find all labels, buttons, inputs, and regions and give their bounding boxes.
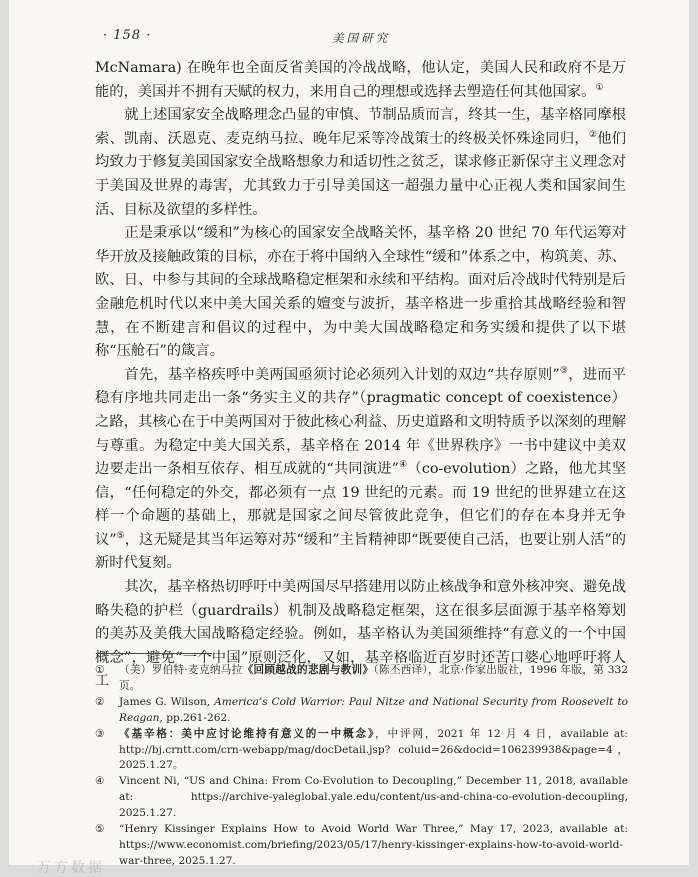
text-run: James G. Wilson, [119,695,215,708]
paragraph [95,57,626,104]
footnote-marker: ③ [95,727,105,740]
text-run: “Henry Kissinger Explains How to Avoid World War Three,” May 17, 2023, available at: https://www.economist.com/briefing/2023/05/17/henry-kissinger-explains-how-to-avoid-world-war-three, 2025.1.27. [119,823,628,867]
text-run: 正是秉承以“缓和”为核心的国家安全战略关怀，基辛格 20 世纪 70 年代运筹对华开放及接触政策的目标，亦在于将中国纳入全球性“缓和”体系之中，构筑美、苏、欧、日、中参与其间的全球战略稳定框架和永续和平结构。面对后冷战时代特别是后金融危机时代以来中美大国关系的嬗变与波折，基辛格进一步重拾其战略经验和智慧，在不断建言和倡议的过程中，为中美大国战略稳定和务实缓和提供了以下堪称“压舱石”的箴言。 [95,225,626,360]
watermark: 万方数据 [37,860,105,876]
page-number: · 158 · [103,28,152,43]
footnote-text [119,695,628,727]
book-title: 《基辛格：美中应讨论维持有意义的一中概念》 [119,727,376,740]
text-run: Vincent Ni, “US and China: From Co-Evolution to Decoupling,” December 11, 2018, available at: https://archive-yaleglobal.yale.edu/content/us-and-china-co-evolution-decoupling, 2025.1.27. [119,775,628,820]
text-run: ，中评网，2021 年 12 月 4 日，available at: http://bj.crntt.com/crn-webapp/mag/docDetail.jsp? coluid=26&docid=106239938&page=4，2025.1.27。 [119,727,628,772]
footnote-marker: ⑤ [95,823,105,836]
footnote-item [95,727,628,775]
text-run: （美）罗伯特·麦克纳马拉 [119,664,243,676]
footnote-ref: ② [588,130,598,141]
journal-title: 美国研究 [332,31,390,45]
text-run: 就上述国家安全战略理念凸显的审慎、节制品质而言，终其一生，基辛格同摩根索、凯南、沃恩克、麦克纳马拉、晚年尼采等冷战策士的终极关怀殊途同归， [95,107,626,147]
footnote-item [95,822,628,870]
text-run: （co-evolution）之路，他尤其坚信，“任何稳定的外交，都必须有一点 19 世纪的元素。而 19 世纪的世界建立在这样一个命题的基础上，那就是国家之间尽管彼此竞争，但它们的存在本身并无争议” [95,461,626,548]
text-run: ，进而平稳有序地共同走出一条“务实主义的共存”（pragmatic concept of coexistence）之路，其核心在于中美两国对于彼此核心利益、历史道路和文明特质予以深刻的理解与尊重。为稳定中美大国关系，基辛格在 2014 年《世界秩序》一书中建议中美双边要走出一条相互依存、相互成就的“共同演进” [95,366,626,478]
footnote-item [95,774,628,822]
text-run: 其次，基辛格热切呼吁中美两国尽早搭建用以防止核战争和意外核冲突、避免战略失稳的护栏（guardrails）机制及战略稳定框架，这在很多层面源于基辛格筹划的美苏及美俄大国战略稳定经验。例如，基辛格认为美国须维持“有意义的一个中国概念”，避免“一个中国”原则泛化，又如，基辛格临近百岁时还苦口婆心地呼吁将人工 [95,579,626,690]
text-run: 他们均致力于修复美国国家安全战略想象力和适切性之贫乏，谋求修正新保守主义理念对于美国及世界的毒害，尤其致力于引导美国这一超强力量中心正视人类和国家间生活、目标及欲望的多样性。 [95,130,627,218]
footnote-separator-rule [96,653,212,654]
footnote-item [95,663,628,695]
footnote-marker: ① [95,664,105,676]
footnote-item [95,695,628,727]
document-page [9,0,689,876]
text-run: , pp.261-262. [159,711,231,724]
footnote-text [119,663,628,695]
footnote-marker: ② [95,695,105,708]
italic-title: America’s Cold Warrior: Paul Nitze and National Security from Roosevelt to Reagan [119,695,628,724]
paragraph [95,104,626,222]
text-run: 首先，基辛格疾呼中美两国亟须讨论必须列入计划的双边“共存原则” [124,366,560,383]
text-run: McNamara) 在晚年也全面反省美国的冷战战略，他认定，美国人民和政府不是万能的，美国并不拥有天赋的权力，来用自己的理想或选择去塑造任何其他国家。 [95,60,626,100]
text-run: ，这无疑是其当年运筹对苏“缓和”主旨精神即“既要使自己活，也要让别人活”的新时代复刻。 [95,531,627,572]
body-paragraphs [95,57,629,694]
paragraph [95,364,626,576]
footnote-marker: ④ [95,775,105,788]
footnote-text [119,774,628,822]
footnote-ref: ① [595,82,604,93]
footnote-ref: ⑤ [116,531,125,542]
footnote-ref: ④ [398,460,408,471]
footnote-text [119,727,628,775]
footnote-text [119,822,628,870]
footnote-ref: ③ [559,365,569,376]
book-title: 《回顾越战的悲剧与教训》 [242,664,374,676]
paragraph [95,222,626,364]
footnotes [95,663,628,870]
text-run: （陈丕西译），北京·作家出版社，1996 年版，第 332 页。 [119,664,629,692]
